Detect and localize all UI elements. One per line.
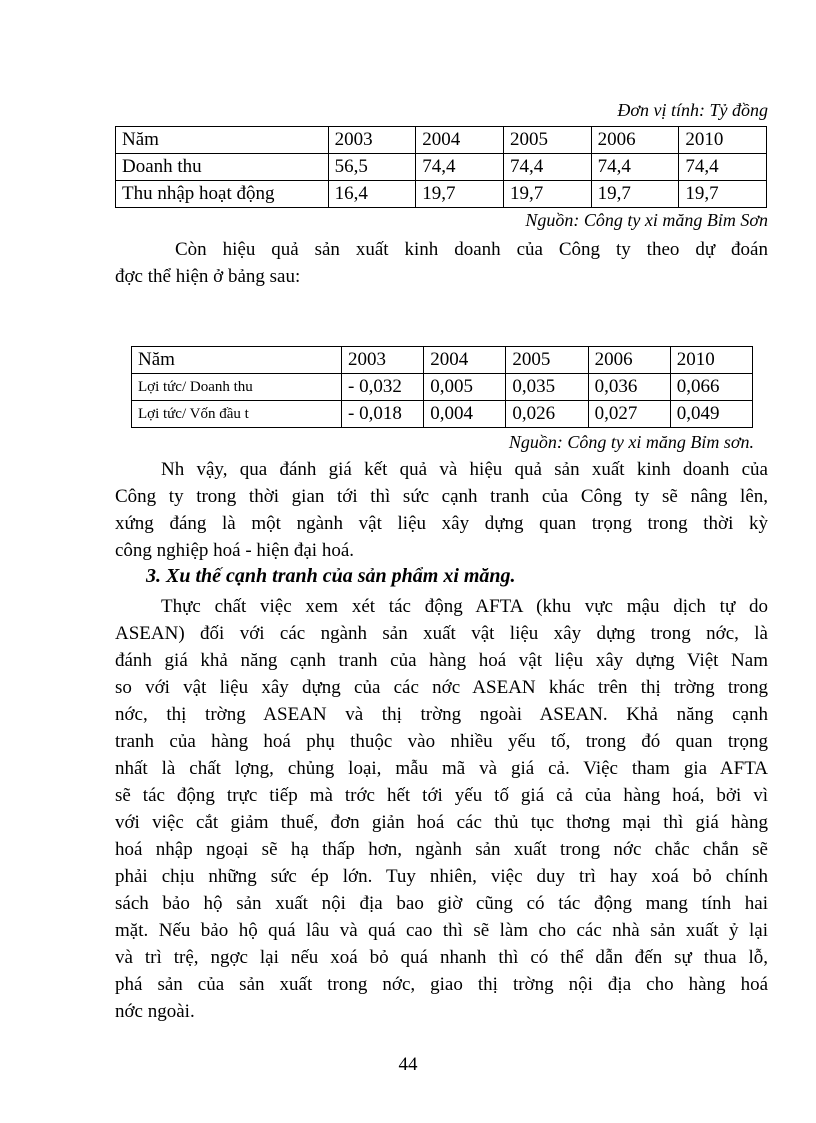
- paragraph-line: hoá nhập ngoại sẽ hạ thấp hơn, ngành sản xuất trong nớc chắc chắn sẽ: [115, 839, 768, 860]
- paragraph-line: Nh vậy, qua đánh giá kết quả và hiệu quả sản xuất kinh doanh của: [161, 459, 768, 480]
- section-heading: 3. Xu thế cạnh tranh của sản phẩm xi măng.: [146, 565, 516, 587]
- paragraph-line: nhất là chất lợng, chủng loại, mẫu mã và giá cả. Việc tham gia AFTA: [115, 758, 768, 779]
- paragraph-line: đánh giá khả năng cạnh tranh của hàng hoá vật liệu xây dựng Việt Nam: [115, 650, 768, 671]
- table-cell: 0,036: [588, 374, 670, 401]
- table-cell: 74,4: [503, 154, 591, 181]
- table-cell: 74,4: [591, 154, 679, 181]
- paragraph-line: Công ty trong thời gian tới thì sức cạnh tranh của Công ty sẽ nâng lên,: [115, 486, 768, 507]
- table-row: [116, 154, 767, 181]
- table-header-cell: 2005: [506, 347, 588, 374]
- paragraph-line: với việc cắt giảm thuế, đơn giản hoá các thủ tục thơng mại thì giá hàng: [115, 812, 768, 833]
- table-header-cell: 2004: [416, 127, 504, 154]
- paragraph-line: ASEAN) đối với các ngành sản xuất vật liệu xây dựng trong nớc, là: [115, 623, 768, 644]
- table-cell: 0,066: [670, 374, 752, 401]
- table-cell: 19,7: [416, 181, 504, 208]
- table-row: [132, 401, 753, 428]
- table-header-cell: 2003: [342, 347, 424, 374]
- paragraph-line: công nghiệp hoá - hiện đại hoá.: [115, 540, 355, 561]
- table-cell: 19,7: [503, 181, 591, 208]
- table-cell: 19,7: [591, 181, 679, 208]
- table-cell: 19,7: [679, 181, 767, 208]
- paragraph-line: đợc thể hiện ở bảng sau:: [115, 266, 301, 287]
- revenue-table: [115, 126, 767, 208]
- table-cell: 0,026: [506, 401, 588, 428]
- table-header-cell: 2006: [588, 347, 670, 374]
- page-number: 44: [398, 1054, 418, 1075]
- paragraph-line: Thực chất việc xem xét tác động AFTA (khu vực mậu dịch tự do: [161, 596, 768, 617]
- table-cell: Doanh thu: [116, 154, 329, 181]
- profitability-table: [131, 346, 753, 428]
- paragraph-line: so với vật liệu xây dựng của các nớc ASEAN khác trên thị trờng trong: [115, 677, 768, 698]
- paragraph-line: và trì trệ, ngợc lại nếu xoá bỏ quá nhanh thì có thể dẫn đến sự thua lỗ,: [115, 947, 768, 968]
- table-cell: 56,5: [328, 154, 416, 181]
- table-cell: 0,005: [424, 374, 506, 401]
- paragraph-2: [115, 456, 768, 564]
- table-cell: 0,035: [506, 374, 588, 401]
- table-cell: 0,027: [588, 401, 670, 428]
- table-cell: 74,4: [416, 154, 504, 181]
- table-cell: - 0,032: [342, 374, 424, 401]
- table-cell: 0,004: [424, 401, 506, 428]
- paragraph-line: sách bảo hộ sản xuất nội địa bao giờ cũng có tác động mang tính hai: [115, 893, 768, 914]
- paragraph-line: phải chịu những sức ép lớn. Tuy nhiên, việc duy trì hay xoá bỏ chính: [115, 866, 768, 887]
- table-header-cell: Năm: [116, 127, 329, 154]
- paragraph-line: mặt. Nếu bảo hộ quá lâu và quá cao thì sẽ làm cho các nhà sản xuất ỷ lại: [115, 920, 768, 941]
- table-header-cell: Năm: [132, 347, 342, 374]
- table-header-row: [132, 347, 753, 374]
- paragraph-line: tranh của hàng hoá phụ thuộc vào nhiều yếu tố, trong đó quan trọng: [115, 731, 768, 752]
- table-cell: Lợi tức/ Vốn đầu t: [132, 401, 342, 428]
- paragraph-line: nớc, thị trờng ASEAN và thị trờng ngoài ASEAN. Khả năng cạnh: [115, 704, 768, 725]
- table-header-cell: 2003: [328, 127, 416, 154]
- table-row: [116, 181, 767, 208]
- table-cell: 16,4: [328, 181, 416, 208]
- table-cell: Lợi tức/ Doanh thu: [132, 374, 342, 401]
- table2-source: Nguồn: Công ty xi măng Bỉm sơn.: [508, 432, 754, 452]
- table1-unit-label: Đơn vị tính: Tỷ đồng: [617, 100, 768, 120]
- table-header-cell: 2004: [424, 347, 506, 374]
- paragraph-line: xứng đáng là một ngành vật liệu xây dựng quan trọng trong thời kỳ: [115, 513, 768, 534]
- table1-source: Nguồn: Công ty xi măng Bỉm Sơn: [525, 210, 768, 230]
- table-header-cell: 2010: [670, 347, 752, 374]
- table-header-row: [116, 127, 767, 154]
- paragraph-line: nớc ngoài.: [115, 1001, 195, 1022]
- table-cell: Thu nhập hoạt động: [116, 181, 329, 208]
- table-header-cell: 2010: [679, 127, 767, 154]
- table-cell: 74,4: [679, 154, 767, 181]
- paragraph-1: [115, 236, 768, 290]
- table-row: [132, 374, 753, 401]
- table-header-cell: 2005: [503, 127, 591, 154]
- table-header-cell: 2006: [591, 127, 679, 154]
- paragraph-3: [115, 593, 768, 1025]
- table-cell: - 0,018: [342, 401, 424, 428]
- paragraph-line: phá sản của sản xuất trong nớc, giao thị trờng nội địa cho hàng hoá: [115, 974, 768, 995]
- table-cell: 0,049: [670, 401, 752, 428]
- paragraph-line: Còn hiệu quả sản xuất kinh doanh của Công ty theo dự đoán: [175, 239, 768, 260]
- paragraph-line: sẽ tác động trực tiếp mà trớc hết tới yếu tố giá cả của hàng hoá, bởi vì: [115, 785, 768, 806]
